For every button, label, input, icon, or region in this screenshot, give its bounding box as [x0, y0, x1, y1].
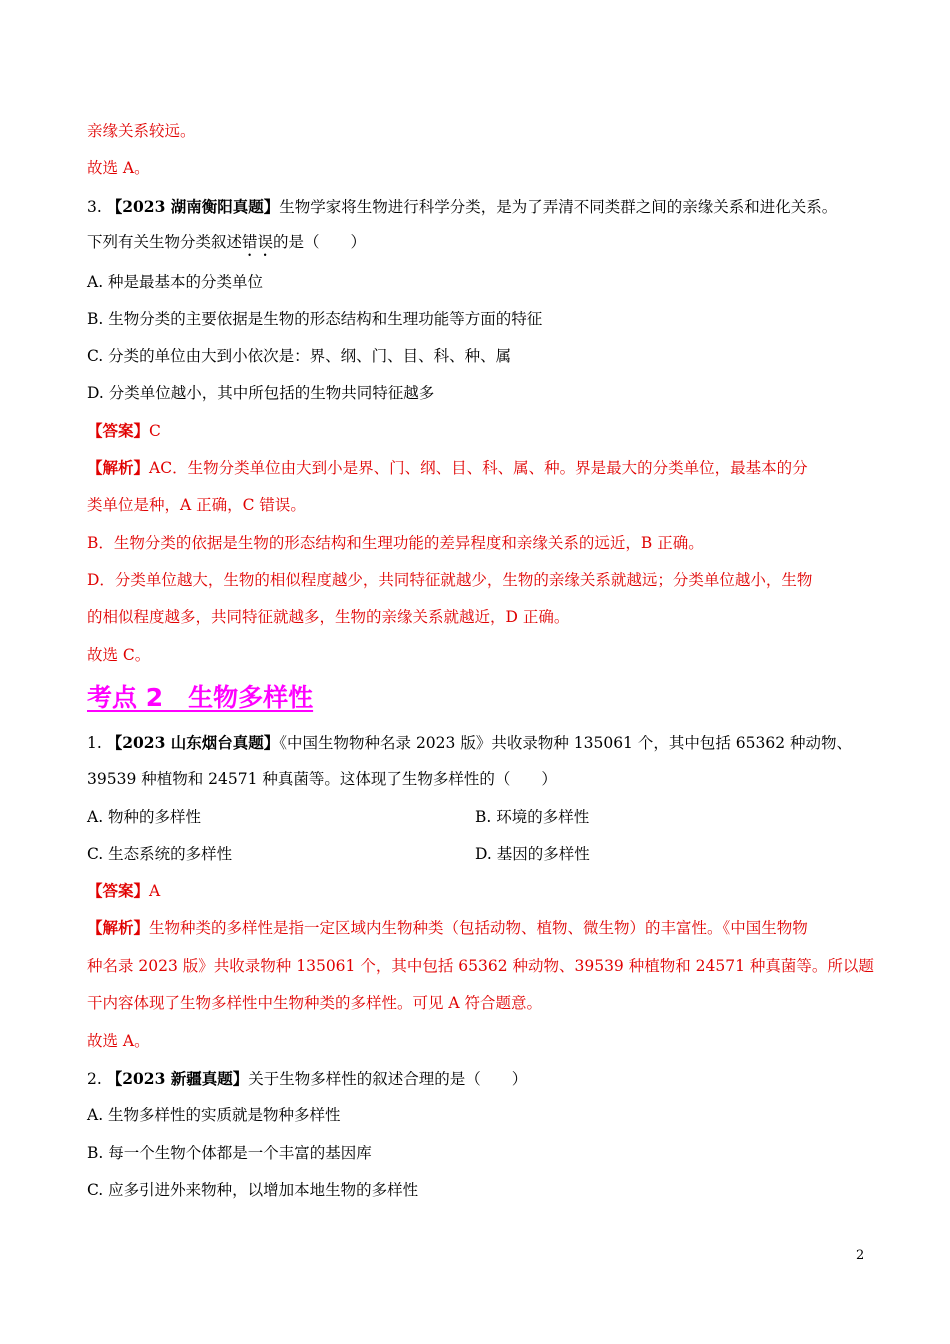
- question-2-stem: [87, 1069, 527, 1089]
- option-d: D. 分类单位越小，其中所包括的生物共同特征越多: [87, 384, 435, 402]
- option-b: B. 环境的多样性: [475, 808, 590, 826]
- question-number: 1.: [87, 734, 107, 752]
- option-d: D. 基因的多样性: [475, 845, 590, 863]
- explanation-line: 干内容体现了生物多样性中生物种类的多样性。可见 A 符合题意。: [87, 994, 543, 1012]
- answer-line: [87, 421, 161, 441]
- question-text: 关于生物多样性的叙述合理的是（ ）: [248, 1070, 528, 1088]
- question-source: 【2023 湖南衡阳真题】: [106, 197, 280, 216]
- question-text: 的是（ ）: [273, 233, 367, 251]
- answer-tag: 【答案】: [87, 421, 150, 440]
- explanation-conclusion: 故选 A。: [87, 1032, 150, 1050]
- explanation-line: B．生物分类的依据是生物的形态结构和生理功能的差异程度和亲缘关系的远近，B 正确。: [87, 534, 704, 552]
- option-b: B. 每一个生物个体都是一个丰富的基因库: [87, 1144, 372, 1162]
- explanation-tag: 【解析】: [87, 458, 150, 477]
- explanation-line: 亲缘关系较远。: [87, 122, 196, 140]
- question-source: 【2023 山东烟台真题】: [106, 733, 280, 752]
- explanation-line: 的相似程度越多，共同特征就越多，生物的亲缘关系就越近，D 正确。: [87, 608, 570, 626]
- question-text: 生物学家将生物进行科学分类，是为了弄清不同类群之间的亲缘关系和进化关系。: [279, 198, 838, 216]
- option-c: C. 生态系统的多样性: [87, 845, 233, 863]
- explanation-line: D．分类单位越大，生物的相似程度越少，共同特征就越少，生物的亲缘关系就越远；分类单位越小，生物: [87, 571, 813, 589]
- explanation-text: 生物种类的多样性是指一定区域内生物种类（包括动物、植物、微生物）的丰富性。《中国生物物: [149, 919, 808, 937]
- explanation-conclusion: 故选 C。: [87, 646, 151, 664]
- explanation-tag: 【解析】: [87, 918, 150, 937]
- explanation-line: 种名录 2023 版》共收录物种 135061 个，其中包括 65362 种动物、39539 种植物和 24571 种真菌等。所以题: [87, 957, 874, 975]
- question-source: 【2023 新疆真题】: [106, 1069, 249, 1088]
- option-a: A. 物种的多样性: [87, 808, 202, 826]
- option-b: B. 生物分类的主要依据是生物的形态结构和生理功能等方面的特征: [87, 310, 543, 328]
- question-text: 《中国生物物种名录 2023 版》共收录物种 135061 个，其中包括 65362 种动物、: [279, 734, 853, 752]
- answer-value: C: [149, 422, 161, 440]
- option-a: A. 生物多样性的实质就是物种多样性: [87, 1106, 341, 1124]
- question-3-stem-cont: [87, 232, 366, 260]
- explanation-line: [87, 458, 808, 478]
- question-number: 2.: [87, 1070, 107, 1088]
- question-text: 下列有关生物分类叙述: [87, 233, 243, 251]
- option-c: C. 应多引进外来物种，以增加本地生物的多样性: [87, 1181, 419, 1199]
- explanation-line: [87, 918, 808, 938]
- question-3-stem: [87, 197, 837, 217]
- answer-value: A: [149, 882, 161, 900]
- answer-line: [87, 881, 160, 901]
- explanation-line: 类单位是种，A 正确，C 错误。: [87, 496, 306, 514]
- explanation-text: AC．生物分类单位由大到小是界、门、纲、目、科、属、种。界是最大的分类单位，最基本的分: [149, 459, 808, 477]
- option-c: C. 分类的单位由大到小依次是：界、纲、门、目、科、种、属: [87, 347, 512, 365]
- page-number: 2: [856, 1248, 865, 1263]
- question-1-stem-cont: 39539 种植物和 24571 种真菌等。这体现了生物多样性的（ ）: [87, 770, 557, 788]
- emphasized-word: 错误: [242, 233, 274, 251]
- explanation-conclusion: 故选 A。: [87, 159, 150, 177]
- section-heading: 考点 2 生物多样性: [87, 683, 314, 712]
- question-1-stem: [87, 733, 852, 753]
- question-number: 3.: [87, 198, 107, 216]
- answer-tag: 【答案】: [87, 881, 150, 900]
- option-a: A. 种是最基本的分类单位: [87, 273, 264, 291]
